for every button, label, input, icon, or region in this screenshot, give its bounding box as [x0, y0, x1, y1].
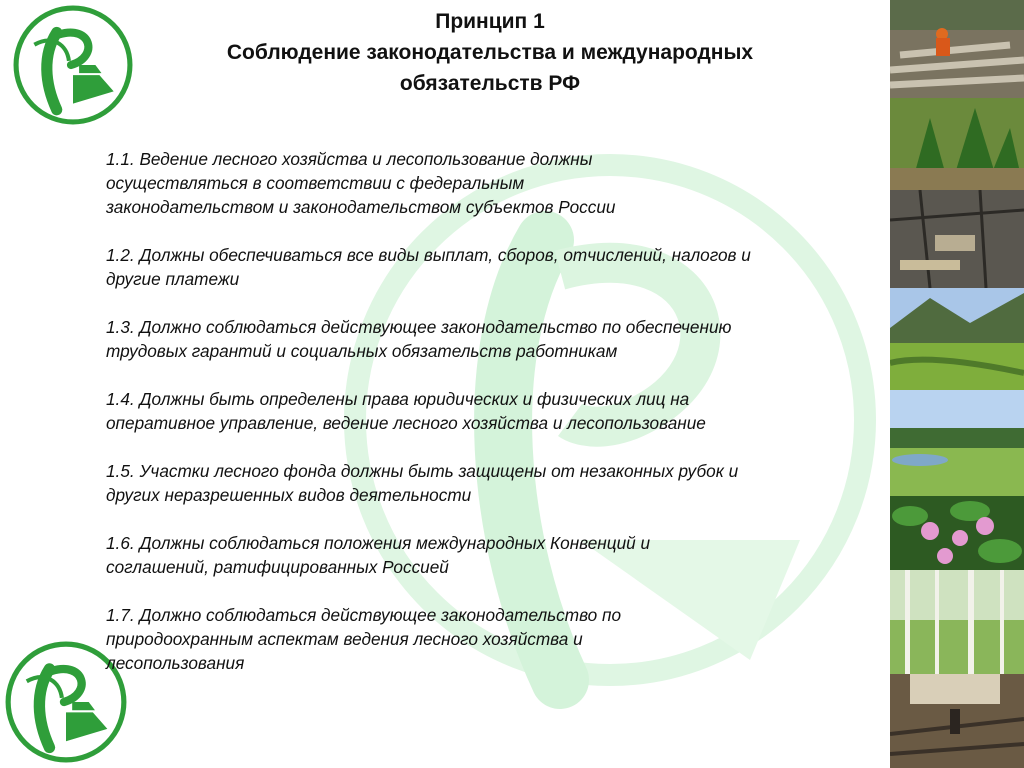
- photo-mountain-valley: [890, 288, 1024, 390]
- item-line: 1.4. Должны быть определены права юридических и физических лиц на: [106, 389, 690, 409]
- slide-title: [140, 6, 840, 99]
- photo-strip: [890, 0, 1024, 768]
- photo-water-lilies: [890, 496, 1024, 570]
- list-item-1-6: [106, 531, 866, 579]
- logo-top-icon: [12, 4, 134, 126]
- item-line: соглашений, ратифицированных Россией: [106, 557, 449, 577]
- photo-workshop: [890, 674, 1024, 768]
- photo-river-meadow: [890, 390, 1024, 496]
- item-line: осуществляться в соответствии с федеральным: [106, 173, 525, 193]
- item-line: природоохранным аспектам ведения лесного хозяйства и: [106, 629, 583, 649]
- list-item-1-2: [106, 243, 866, 291]
- title-line-2: Соблюдение законодательства и международных: [226, 41, 754, 64]
- item-line: 1.2. Должны обеспечиваться все виды выплат, сборов, отчислений, налогов и: [106, 245, 751, 265]
- item-line: других неразрешенных видов деятельности: [106, 485, 472, 505]
- photo-logging: [890, 0, 1024, 98]
- item-line: 1.1. Ведение лесного хозяйства и лесопользование должны: [106, 149, 593, 169]
- photo-birch-forest: [890, 570, 1024, 674]
- list-item-1-3: [106, 315, 866, 363]
- photo-sawmill: [890, 190, 1024, 288]
- item-line: оперативное управление, ведение лесного хозяйства и лесопользование: [106, 413, 706, 433]
- item-line: другие платежи: [106, 269, 240, 289]
- photo-young-pines: [890, 98, 1024, 190]
- list-item-1-4: [106, 387, 866, 435]
- list-item-1-5: [106, 459, 866, 507]
- item-line: законодательством и законодательством субъектов России: [106, 197, 616, 217]
- item-line: лесопользования: [106, 653, 245, 673]
- title-line-1: Принцип 1: [435, 10, 545, 33]
- title-line-3: обязательств РФ: [399, 72, 581, 95]
- item-line: трудовых гарантий и социальных обязательств работникам: [106, 341, 618, 361]
- list-item-1-1: [106, 147, 866, 219]
- item-line: 1.7. Должно соблюдаться действующее законодательство по: [106, 605, 622, 625]
- list-item-1-7: [106, 603, 866, 675]
- item-line: 1.5. Участки лесного фонда должны быть защищены от незаконных рубок и: [106, 461, 739, 481]
- item-line: 1.6. Должны соблюдаться положения международных Конвенций и: [106, 533, 651, 553]
- item-line: 1.3. Должно соблюдаться действующее законодательство по обеспечению: [106, 317, 732, 337]
- principles-list: [106, 147, 866, 699]
